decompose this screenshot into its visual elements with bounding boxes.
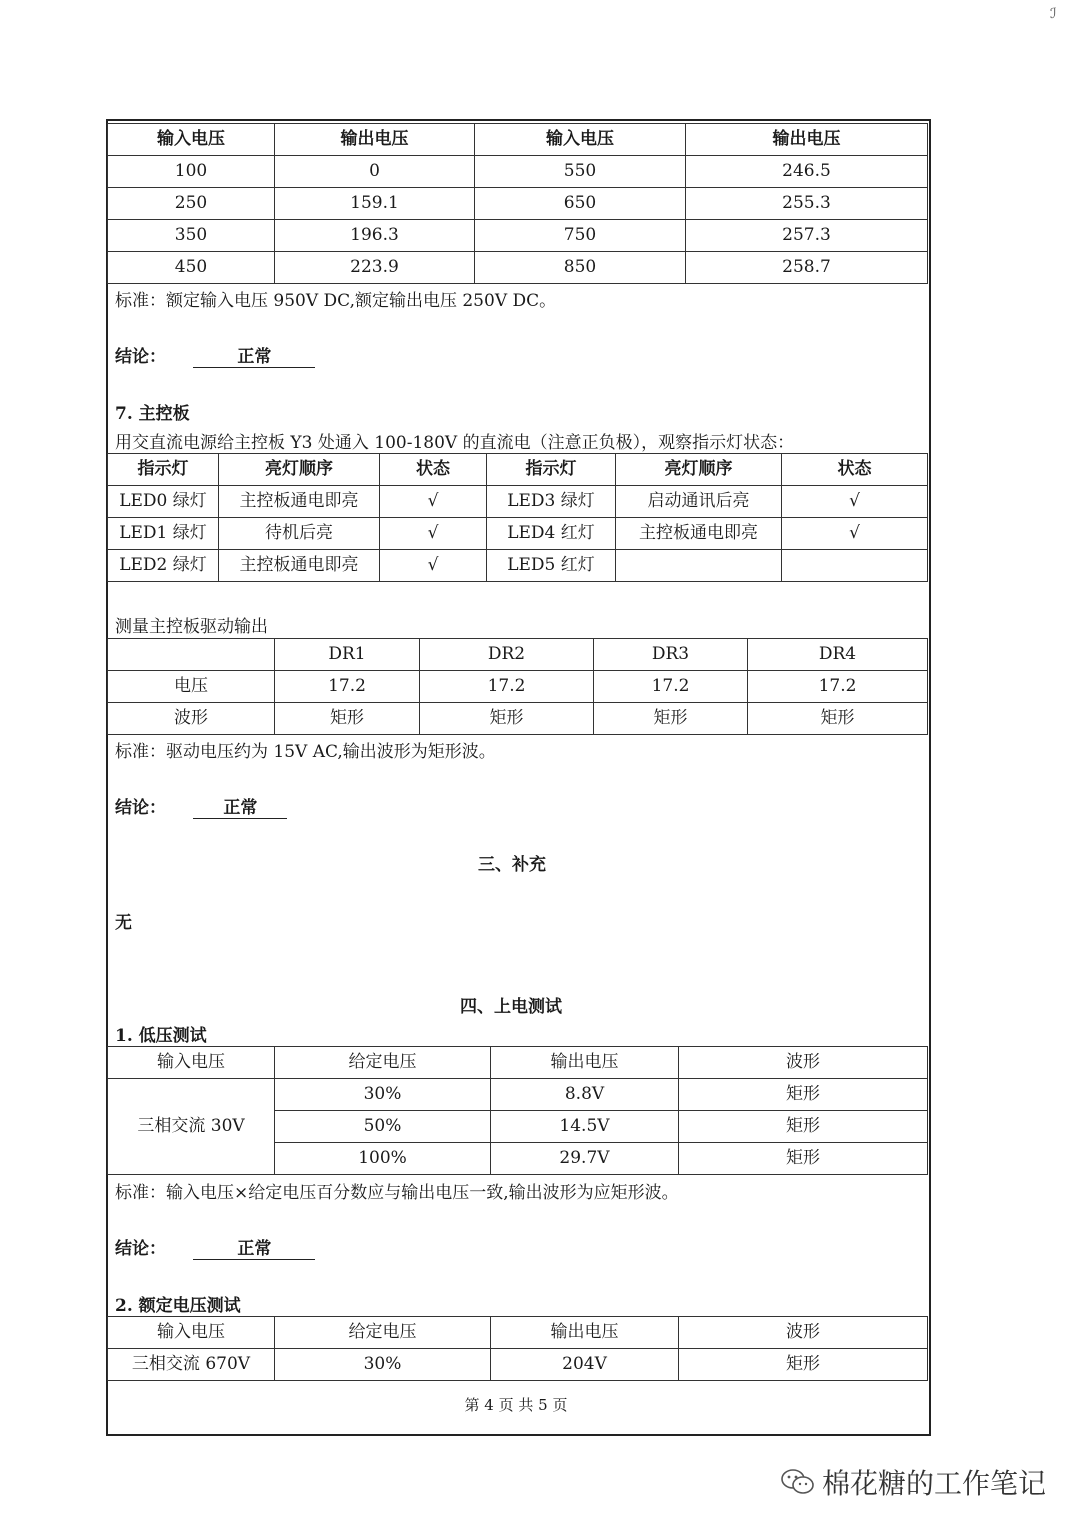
table-cell: 0 — [275, 156, 475, 188]
table-header: 输入电压 — [108, 124, 275, 156]
voltage-table — [107, 123, 928, 284]
rated-voltage-table — [107, 1316, 928, 1381]
conclusion-label: 结论： — [115, 1239, 166, 1259]
table-cell: 主控板通电即亮 — [219, 486, 380, 518]
conclusion-label: 结论： — [115, 347, 166, 367]
watermark — [780, 1462, 1046, 1502]
table-header: DR2 — [420, 639, 594, 671]
table-row — [108, 1349, 928, 1381]
table-header: 指示灯 — [487, 454, 616, 486]
table-header-row — [108, 639, 928, 671]
table-cell: 主控板通电即亮 — [616, 518, 782, 550]
conclusion — [115, 793, 287, 819]
page-number: 第 4 页 共 5 页 — [464, 1396, 568, 1414]
standard-note: 标准：驱动电压约为 15V AC,输出波形为矩形波。 — [115, 742, 496, 762]
table-header: 输出电压 — [491, 1047, 679, 1079]
table-header: 输入电压 — [108, 1317, 275, 1349]
section-title: 7. 主控板 — [115, 404, 190, 424]
standard-note: 标准：输入电压×给定电压百分数应与输出电压一致,输出波形为应矩形波。 — [115, 1183, 679, 1203]
table-row — [108, 518, 928, 550]
instruction-text: 用交直流电源给主控板 Y3 处通入 100-180V 的直流电（注意正负极），观察指示灯状态： — [115, 433, 795, 453]
table-cell: LED5 红灯 — [487, 550, 616, 582]
table-cell: 29.7V — [491, 1143, 679, 1175]
table-cell: 17.2 — [594, 671, 748, 703]
table-row — [108, 550, 928, 582]
section-content: 无 — [115, 913, 132, 933]
table-cell — [782, 550, 928, 582]
table-header: 输入电压 — [475, 124, 686, 156]
table-cell: LED4 红灯 — [487, 518, 616, 550]
conclusion — [115, 342, 315, 368]
table-header: 状态 — [782, 454, 928, 486]
table-cell: 100% — [275, 1143, 491, 1175]
table-row — [108, 486, 928, 518]
table-cell: 223.9 — [275, 252, 475, 284]
section-heading: 四、上电测试 — [460, 997, 562, 1017]
table-cell: 三相交流 670V — [108, 1349, 275, 1381]
table-header: DR1 — [275, 639, 420, 671]
conclusion-label: 结论： — [115, 798, 166, 818]
table-header: DR4 — [748, 639, 928, 671]
table-cell: 258.7 — [686, 252, 928, 284]
table-cell: 257.3 — [686, 220, 928, 252]
table-cell: 矩形 — [748, 703, 928, 735]
table-row — [108, 252, 928, 284]
conclusion — [115, 1234, 315, 1260]
table-cell: 启动通讯后亮 — [616, 486, 782, 518]
subsection-title: 2. 额定电压测试 — [115, 1296, 241, 1316]
table-header: 指示灯 — [108, 454, 219, 486]
table-cell: LED0 绿灯 — [108, 486, 219, 518]
table-cell: 350 — [108, 220, 275, 252]
table-row — [108, 1079, 928, 1111]
table-cell: 100 — [108, 156, 275, 188]
table-row — [108, 703, 928, 735]
table-cell: 14.5V — [491, 1111, 679, 1143]
table-cell: LED3 绿灯 — [487, 486, 616, 518]
table-cell: 850 — [475, 252, 686, 284]
table-cell: 159.1 — [275, 188, 475, 220]
table-header: 亮灯顺序 — [616, 454, 782, 486]
low-voltage-table — [107, 1046, 928, 1175]
table-header: DR3 — [594, 639, 748, 671]
table-cell: 450 — [108, 252, 275, 284]
table-header: 波形 — [679, 1317, 928, 1349]
table-header: 波形 — [679, 1047, 928, 1079]
table-header: 状态 — [380, 454, 487, 486]
drive-title: 测量主控板驱动输出 — [115, 617, 268, 637]
watermark-text: 棉花糖的工作笔记 — [822, 1467, 1047, 1500]
table-header: 输出电压 — [491, 1317, 679, 1349]
table-cell: 波形 — [108, 703, 275, 735]
table-cell: 矩形 — [420, 703, 594, 735]
standard-note: 标准：额定输入电压 950V DC,额定输出电压 250V DC。 — [115, 291, 557, 311]
table-cell: 矩形 — [594, 703, 748, 735]
table-header: 给定电压 — [275, 1047, 491, 1079]
table-header: 输出电压 — [686, 124, 928, 156]
wechat-icon — [780, 1468, 816, 1496]
table-cell: 8.8V — [491, 1079, 679, 1111]
table-cell: LED2 绿灯 — [108, 550, 219, 582]
table-header: 给定电压 — [275, 1317, 491, 1349]
conclusion-value: 正常 — [193, 793, 287, 819]
table-row — [108, 671, 928, 703]
table-cell: 30% — [275, 1079, 491, 1111]
table-cell: 矩形 — [679, 1079, 928, 1111]
table-header: 输出电压 — [275, 124, 475, 156]
table-header: 输入电压 — [108, 1047, 275, 1079]
table-cell: 17.2 — [748, 671, 928, 703]
table-cell: 246.5 — [686, 156, 928, 188]
table-cell: 650 — [475, 188, 686, 220]
table-cell: 矩形 — [679, 1349, 928, 1381]
table-cell: √ — [380, 486, 487, 518]
table-row — [108, 220, 928, 252]
table-header — [108, 639, 275, 671]
table-cell: 电压 — [108, 671, 275, 703]
table-cell: 矩形 — [679, 1111, 928, 1143]
table-header-row — [108, 1317, 928, 1349]
table-cell: √ — [380, 550, 487, 582]
table-cell: 204V — [491, 1349, 679, 1381]
table-cell: 255.3 — [686, 188, 928, 220]
table-row — [108, 156, 928, 188]
table-cell: 矩形 — [679, 1143, 928, 1175]
scan-mark: ℐ — [1050, 6, 1057, 22]
table-cell: 待机后亮 — [219, 518, 380, 550]
table-cell: 三相交流 30V — [108, 1079, 275, 1175]
table-cell: 17.2 — [420, 671, 594, 703]
table-cell: 30% — [275, 1349, 491, 1381]
section-heading: 三、补充 — [478, 855, 546, 875]
table-cell: 750 — [475, 220, 686, 252]
table-cell: 250 — [108, 188, 275, 220]
led-table — [107, 453, 928, 582]
table-cell: √ — [782, 518, 928, 550]
conclusion-value: 正常 — [193, 342, 315, 368]
table-header: 亮灯顺序 — [219, 454, 380, 486]
table-cell: 矩形 — [275, 703, 420, 735]
table-cell: 50% — [275, 1111, 491, 1143]
table-cell: 主控板通电即亮 — [219, 550, 380, 582]
table-header-row — [108, 124, 928, 156]
conclusion-value: 正常 — [193, 1234, 315, 1260]
subsection-title: 1. 低压测试 — [115, 1026, 207, 1046]
table-cell: 550 — [475, 156, 686, 188]
drive-table — [107, 638, 928, 735]
table-cell: LED1 绿灯 — [108, 518, 219, 550]
table-header-row — [108, 1047, 928, 1079]
table-row — [108, 188, 928, 220]
table-cell: √ — [782, 486, 928, 518]
table-cell: √ — [380, 518, 487, 550]
table-header-row — [108, 454, 928, 486]
table-cell: 196.3 — [275, 220, 475, 252]
table-cell: 17.2 — [275, 671, 420, 703]
table-cell — [616, 550, 782, 582]
